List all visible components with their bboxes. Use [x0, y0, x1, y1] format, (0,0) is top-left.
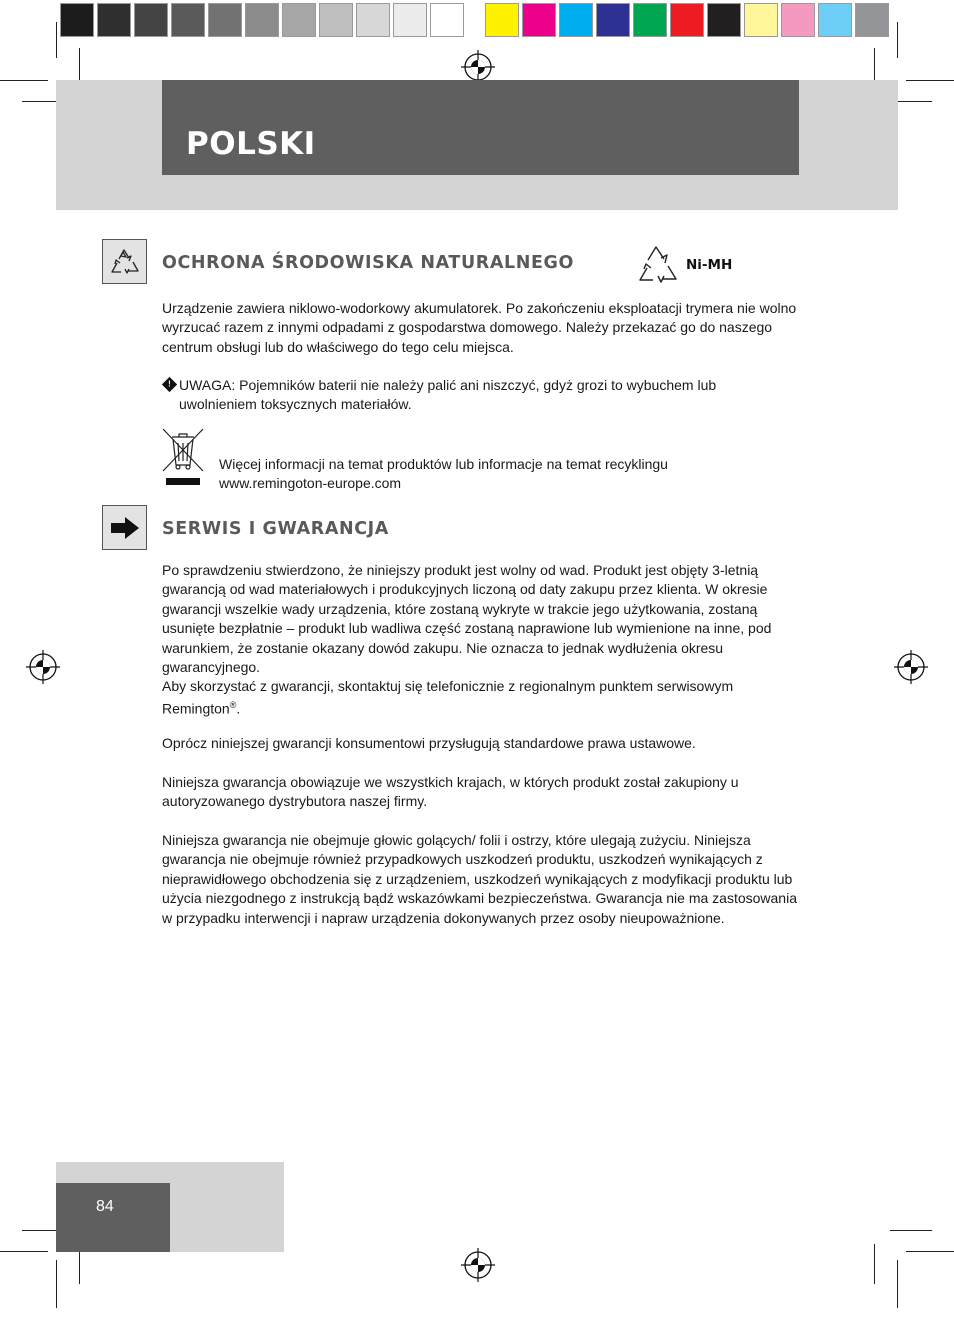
color-swatch — [522, 3, 556, 37]
color-swatch — [744, 3, 778, 37]
grayscale-color-bar — [57, 0, 464, 40]
cmyk-color-bar — [482, 0, 889, 40]
recycle-info — [219, 455, 668, 494]
gray-swatch — [60, 3, 94, 37]
gray-swatch — [430, 3, 464, 37]
arrow-right-icon — [102, 505, 147, 550]
page-title: POLSKI — [186, 126, 316, 162]
gray-swatch — [171, 3, 205, 37]
recycle-icon — [634, 242, 684, 288]
color-swatch — [559, 3, 593, 37]
warning-text-line1: UWAGA: Pojemników baterii nie należy palić ani niszczyć, gdyż grozi to wybuchem lub — [179, 377, 717, 393]
gray-swatch — [393, 3, 427, 37]
color-swatch — [781, 3, 815, 37]
color-swatch — [633, 3, 667, 37]
warning-icon: ! — [162, 377, 177, 392]
env-paragraph: Urządzenie zawiera niklowo-wodorkowy akumulatorek. Po zakończeniu eksploatacji trymera nie wolno wyrzucać razem z innymi odpadami z gospodarstwa domowego. Należy przekazać go do naszego centrum obsługi lub do właściwego do tego celu miejsca. — [162, 300, 797, 355]
color-swatch — [855, 3, 889, 37]
contact-text: Aby skorzystać z gwarancji, skontaktuj się telefonicznie z regionalnym punktem serwisowym Remington — [162, 678, 734, 718]
registration-mark-icon — [461, 50, 495, 84]
color-swatch — [670, 3, 704, 37]
color-swatch — [818, 3, 852, 37]
registered-mark: ® — [229, 700, 237, 711]
warranty-paragraph-3: Niniejsza gwarancja obowiązuje we wszystkich krajach, w których produkt został zakupiony u autoryzowanego dystrybutora naszej firmy. — [162, 774, 739, 810]
warranty-paragraph-2: Oprócz niniejszej gwarancji konsumentowi przysługują standardowe prawa ustawowe. — [162, 735, 696, 751]
gray-swatch — [356, 3, 390, 37]
contact-end: . — [236, 701, 241, 718]
color-swatch — [485, 3, 519, 37]
warranty-paragraph-contact — [162, 677, 802, 719]
gray-swatch — [319, 3, 353, 37]
page-number-box — [56, 1183, 170, 1252]
gray-swatch — [208, 3, 242, 37]
warranty-paragraph-1: Po sprawdzeniu stwierdzono, że niniejszy produkt jest wolny od wad. Produkt jest objęty 3-letnią gwarancją od wad materiałowych i produkcyjnych liczoną od daty zakupu przez klienta. W okresie gwarancji wszelkie wady urządzenia, które zostaną wykryte w trakcie jego użytkowania, zostaną usunięte bezpłatnie – produkt lub wadliwa część zostaną naprawione lub wymienione na inne, pod warunkiem, że zostanie okazany dowód zakupu. Nie oznacza to jednak wydłużenia okresu gwarancyjnego. — [162, 562, 772, 676]
gray-swatch — [134, 3, 168, 37]
crossed-bin-icon — [161, 427, 205, 487]
service-section-title: SERWIS I GWARANCJA — [162, 519, 389, 539]
nimh-label: Ni-MH — [686, 257, 733, 273]
color-swatch — [596, 3, 630, 37]
warning-block — [162, 376, 802, 415]
warning-text-line2: uwolnieniem toksycznych materiałów. — [179, 396, 412, 413]
page-number: 84 — [96, 1198, 114, 1215]
warranty-paragraph-4: Niniejsza gwarancja nie obejmuje głowic golących/ folii i ostrzy, które ulegają zużyciu. Niniejsza gwarancja nie obejmuje również przypadkowych uszkodzeń produktu, uszkodzeń wynikających z nieprawidłowego obchodzenia się z urządzeniem, uszkodzeń wynikających z modyfikacji produktu lub użycia niezgodnego z instrukcją bądź wskazówkami bezpieczeństwa. Gwarancja nie ma zastosowania w przypadku interwencji i napraw urządzenia dokonywanych przez osoby nieupoważnione. — [162, 832, 797, 926]
env-section-title: OCHRONA ŚRODOWISKA NATURALNEGO — [162, 253, 574, 273]
recycle-icon — [102, 239, 147, 284]
color-swatch — [707, 3, 741, 37]
recycle-info-text: Więcej informacji na temat produktów lub informacje na temat recyklingu — [219, 456, 668, 472]
recycle-info-link[interactable]: www.remingoton-europe.com — [219, 475, 402, 492]
registration-mark-icon — [461, 1248, 495, 1282]
registration-mark-icon — [26, 650, 60, 684]
gray-swatch — [282, 3, 316, 37]
registration-mark-icon — [894, 650, 928, 684]
gray-swatch — [97, 3, 131, 37]
gray-swatch — [245, 3, 279, 37]
